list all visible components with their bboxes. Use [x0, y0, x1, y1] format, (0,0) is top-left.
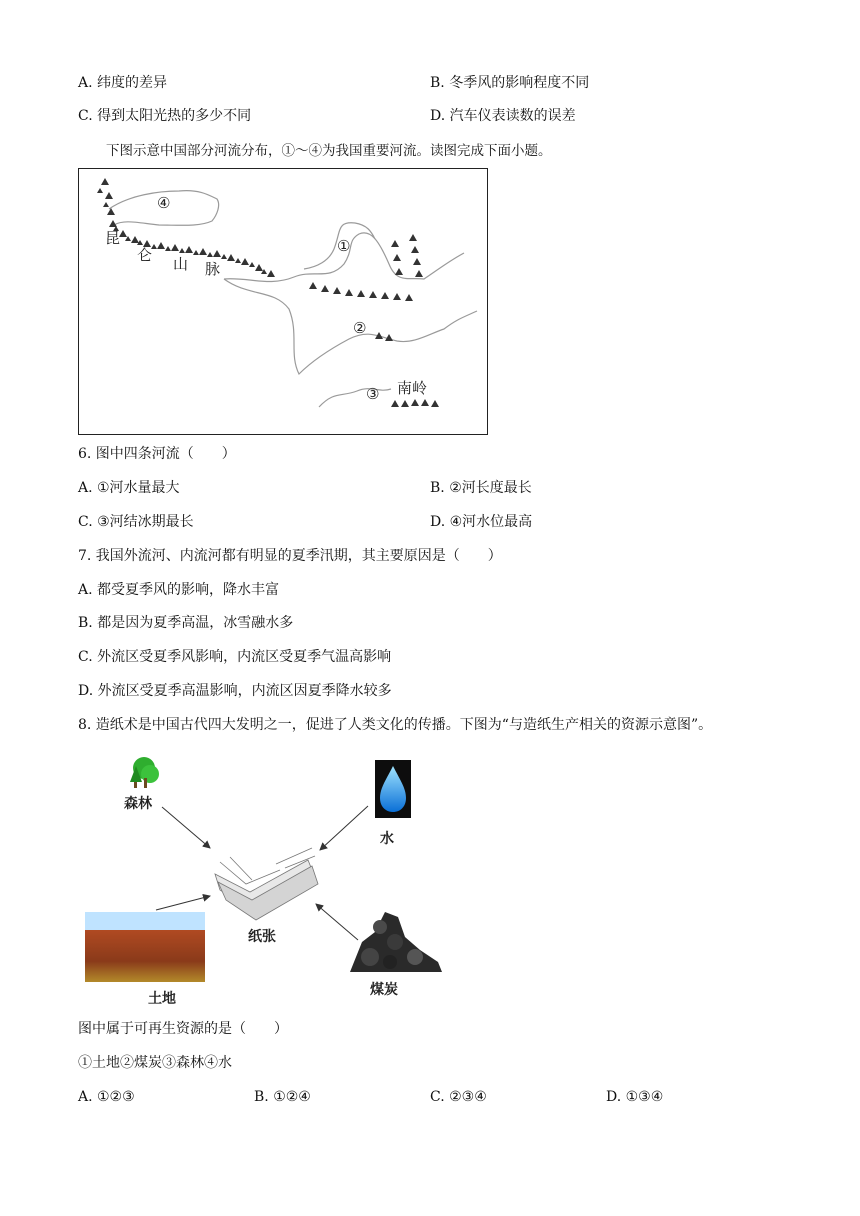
q6-option-d: D. ④河水位最高: [430, 514, 533, 530]
forest-icon: [130, 757, 159, 788]
q7-option-d: D. 外流区受夏季高温影响，内流区因夏季降水较多: [78, 683, 392, 699]
mountain-ranges: [97, 178, 439, 407]
land-field-icon: [85, 912, 205, 982]
kunlun-char-1: 昆: [105, 229, 121, 247]
northeast-mountain-symbols: [391, 234, 423, 277]
land-arrow: [156, 896, 210, 910]
q8-question: 图中属于可再生资源的是（ ）: [78, 1021, 288, 1037]
central-mountain-symbols: [375, 332, 393, 341]
kunlun-char-3: 山: [173, 255, 189, 273]
water-drop-icon: [375, 760, 411, 818]
river-3-line: [319, 389, 391, 407]
q6-option-c: C. ③河结冰期最长: [78, 514, 194, 530]
resources-figure-drawing: [80, 752, 460, 1012]
river-2-label: ②: [353, 319, 367, 337]
water-label: 水: [380, 831, 394, 847]
q8-stem: 8. 造纸术是中国古代四大发明之一，促进了人类文化的传播。下图为“与造纸生产相关的资源示意图”。: [78, 717, 713, 733]
q7-option-c: C. 外流区受夏季风影响，内流区受夏季气温高影响: [78, 649, 392, 665]
q6-option-a: A. ①河水量最大: [78, 480, 180, 496]
q5-option-d: D. 汽车仪表读数的误差: [430, 108, 576, 124]
q6-option-b: B. ②河长度最长: [430, 480, 532, 496]
coal-pile-icon: [350, 912, 442, 972]
q8-option-d: D. ①③④: [606, 1089, 664, 1105]
kunlun-char-4: 脉: [205, 260, 221, 278]
coal-arrow: [316, 904, 358, 940]
forest-arrow: [162, 807, 210, 848]
forest-label: 森林: [124, 796, 152, 812]
water-arrow: [320, 806, 368, 850]
nanling-mountain-symbols: [391, 399, 439, 407]
q5-option-a: A. 纬度的差异: [78, 75, 168, 91]
q7-option-a: A. 都受夏季风的影响，降水丰富: [78, 582, 280, 598]
coal-label: 煤炭: [370, 982, 398, 998]
river-map-drawing: [79, 169, 489, 436]
map-intro-text: 下图示意中国部分河流分布，①～④为我国重要河流。读图完成下面小题。: [106, 143, 552, 159]
qinling-mountain-symbols: [309, 282, 413, 301]
q5-option-c: C. 得到太阳光热的多少不同: [78, 108, 252, 124]
q8-items: ①土地②煤炭③森林④水: [78, 1055, 232, 1071]
q8-option-c: C. ②③④: [430, 1089, 487, 1105]
paper-label: 纸张: [248, 929, 276, 945]
paper-stack-icon: [215, 848, 318, 920]
river-4-label: ④: [157, 194, 171, 212]
papermaking-resources-figure: [80, 752, 460, 1012]
q7-stem: 7. 我国外流河、内流河都有明显的夏季汛期，其主要原因是（ ）: [78, 548, 502, 564]
kunlun-char-2: 仑: [137, 246, 153, 264]
river-1-label: ①: [337, 237, 351, 255]
land-label: 土地: [148, 991, 176, 1007]
q5-option-b: B. 冬季风的影响程度不同: [430, 75, 590, 91]
river-map: [78, 168, 488, 435]
river-3-label: ③: [366, 385, 380, 403]
q7-option-b: B. 都是因为夏季高温，冰雪融水多: [78, 615, 294, 631]
q8-option-b: B. ①②④: [254, 1089, 311, 1105]
q6-stem: 6. 图中四条河流（ ）: [78, 446, 236, 462]
q8-option-a: A. ①②③: [78, 1089, 135, 1105]
nanling-label: 南岭: [397, 379, 428, 397]
rivers: [109, 191, 477, 407]
